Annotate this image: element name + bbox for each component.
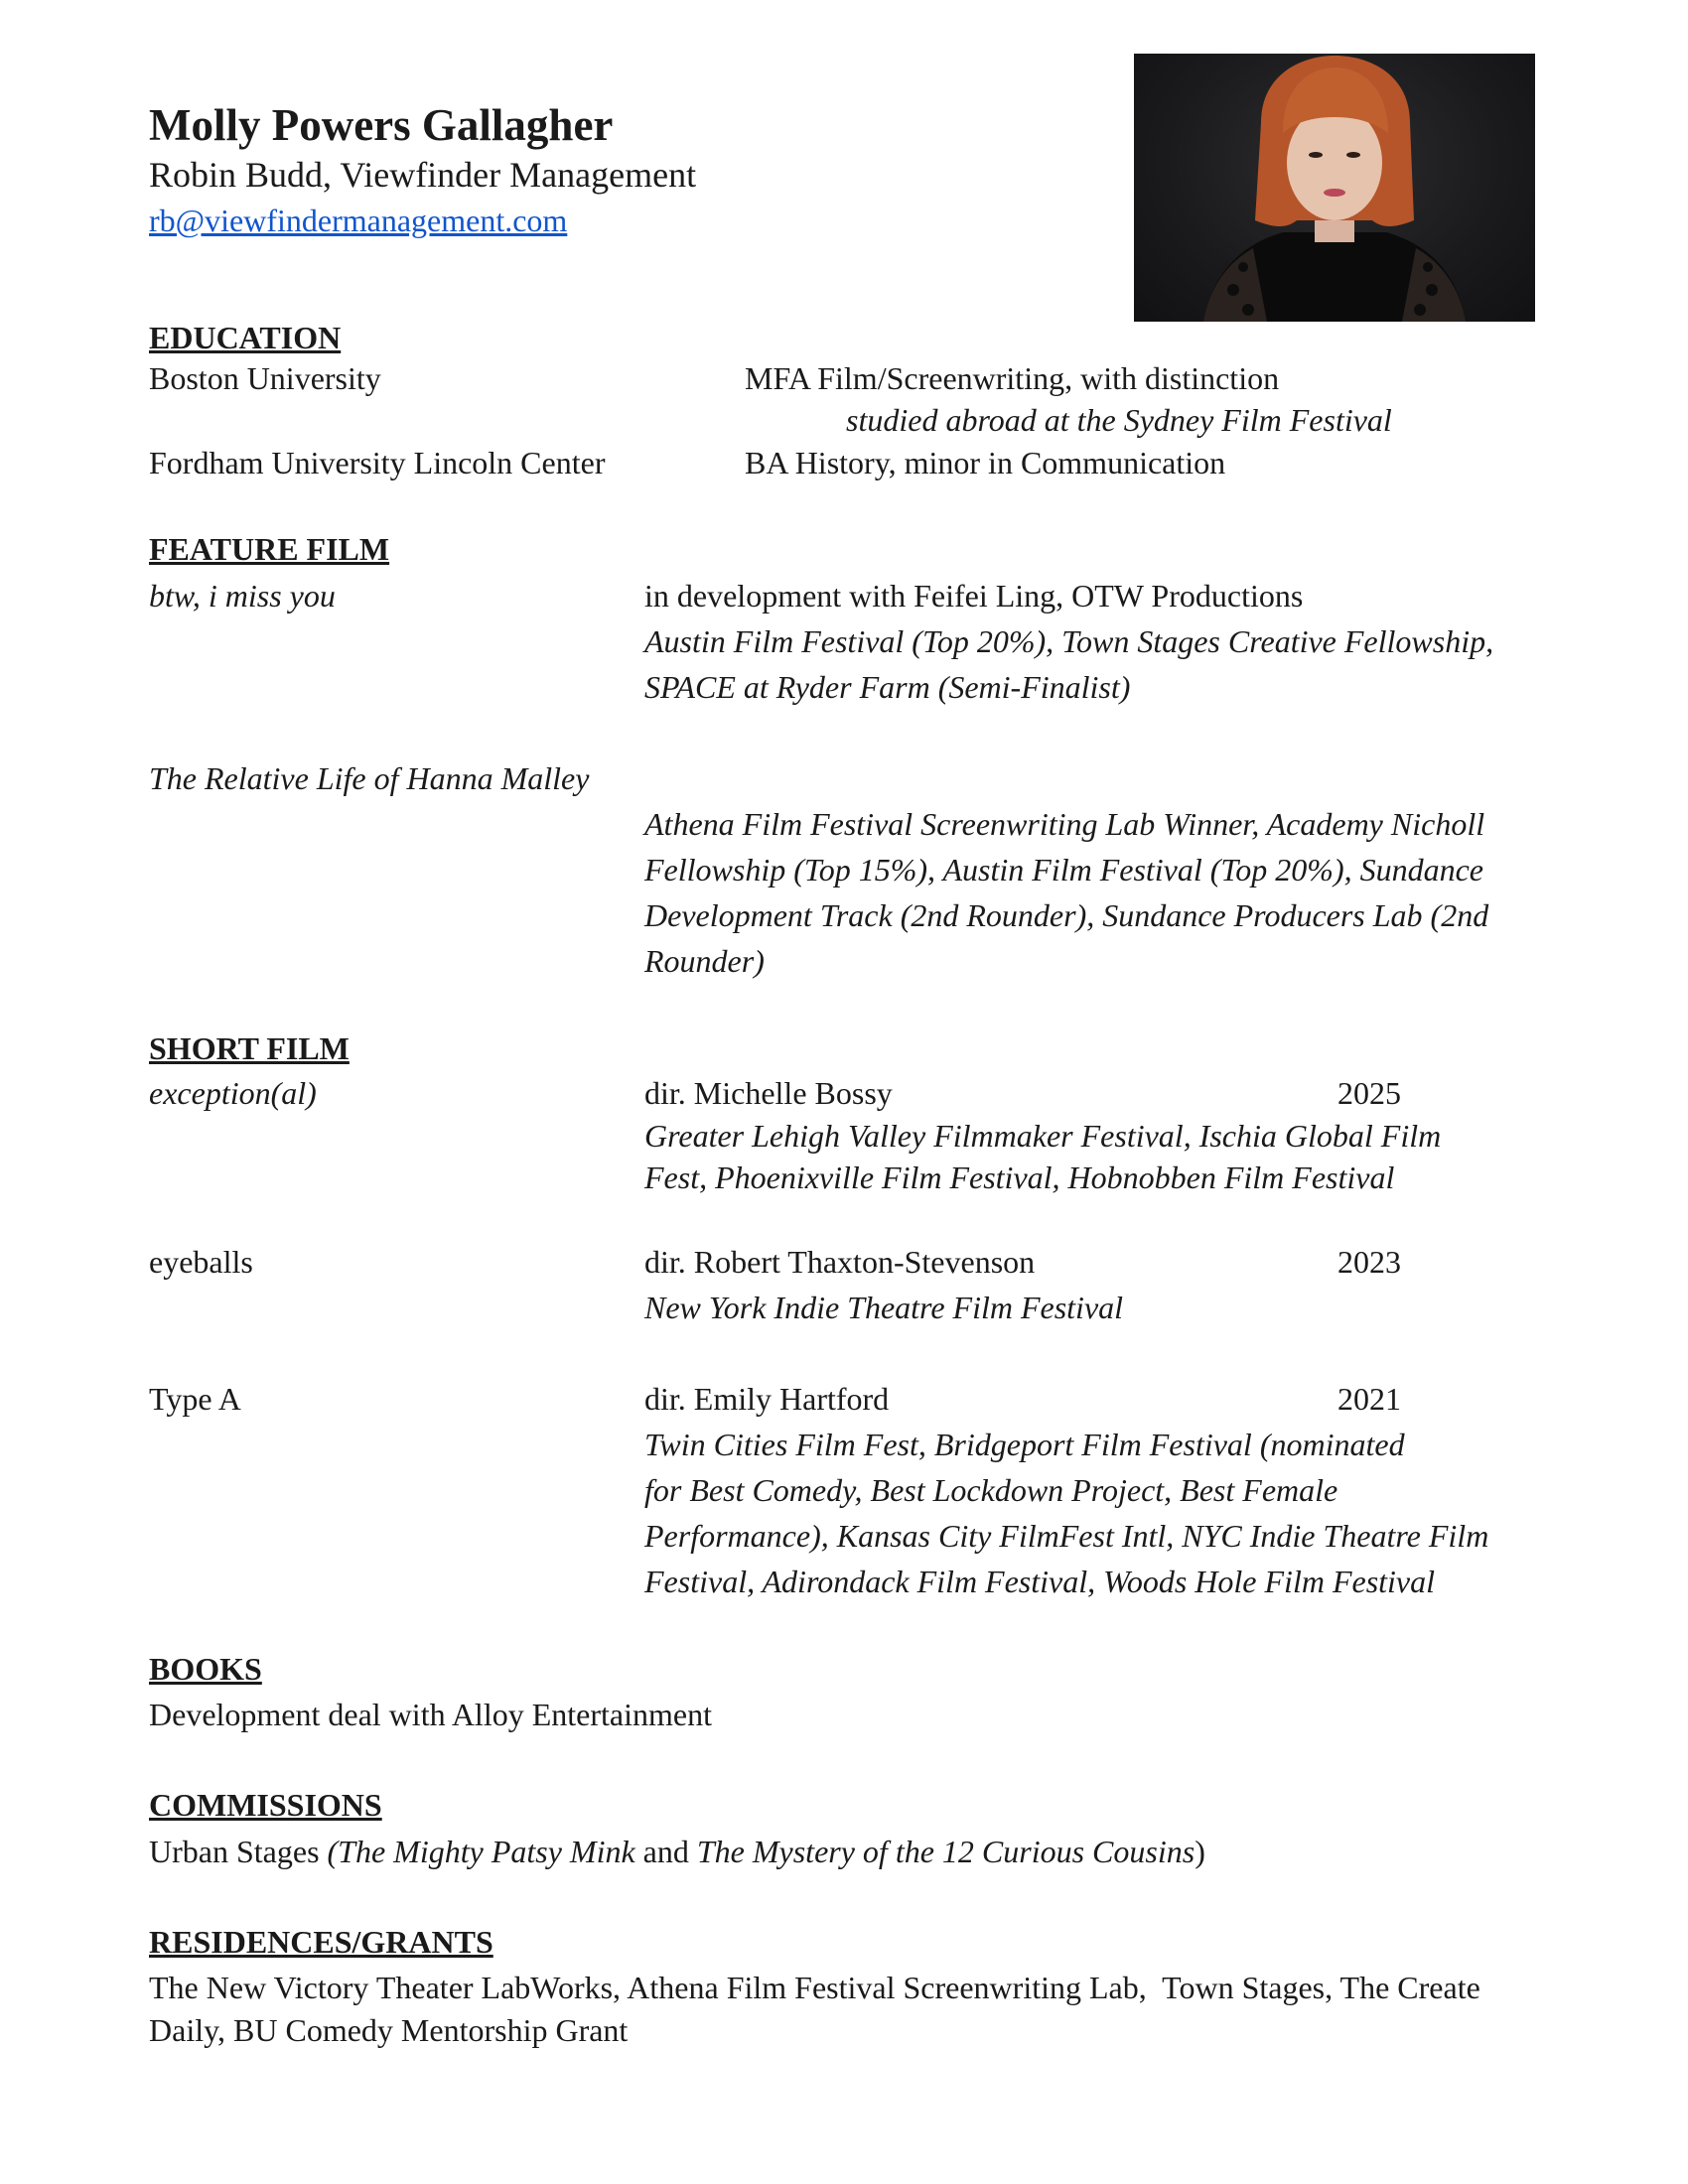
- books-text: Development deal with Alloy Entertainment: [149, 1697, 712, 1732]
- short-film-festivals-line: Festival, Adirondack Film Festival, Woods Hole Film Festival: [644, 1564, 1436, 1599]
- residences-heading: RESIDENCES/GRANTS: [149, 1924, 493, 1960]
- short-film-director: dir. Michelle Bossy: [644, 1075, 893, 1111]
- short-film-year: 2023: [1337, 1244, 1401, 1280]
- education-degree: MFA Film/Screenwriting, with distinction: [745, 360, 1280, 396]
- short-film-year: 2025: [1337, 1075, 1401, 1111]
- books-heading: BOOKS: [149, 1651, 262, 1687]
- commissions-paren-close: ): [1195, 1834, 1205, 1869]
- education-school: Fordham University Lincoln Center: [149, 445, 606, 480]
- short-film-year: 2021: [1337, 1381, 1401, 1417]
- feature-film-detail: in development with Feifei Ling, OTW Productions: [644, 578, 1304, 614]
- feature-film-title: btw, i miss you: [149, 578, 336, 614]
- feature-film-honors-line: SPACE at Ryder Farm (Semi-Finalist): [644, 669, 1131, 705]
- commissions-heading: COMMISSIONS: [149, 1787, 382, 1823]
- residences-line: Daily, BU Comedy Mentorship Grant: [149, 2012, 629, 2048]
- short-film-director: dir. Robert Thaxton-Stevenson: [644, 1244, 1036, 1280]
- short-film-festivals-line: Fest, Phoenixville Film Festival, Hobnobben Film Festival: [644, 1160, 1395, 1195]
- headshot-photo: [1134, 54, 1535, 322]
- feature-film-honors-line: Rounder): [644, 943, 765, 979]
- residences-line: The New Victory Theater LabWorks, Athena Film Festival Screenwriting Lab, Town Stages, The Create: [149, 1970, 1480, 2005]
- feature-film-honors-line: Fellowship (Top 15%), Austin Film Festival (Top 20%), Sundance: [644, 852, 1483, 887]
- commissions-text: [149, 1836, 1205, 1867]
- education-note: studied abroad at the Sydney Film Festival: [846, 402, 1392, 438]
- feature-film-title: The Relative Life of Hanna Malley: [149, 760, 590, 796]
- feature-film-heading: FEATURE FILM: [149, 531, 390, 567]
- short-film-title: eyeballs: [149, 1244, 253, 1280]
- feature-film-honors-line: Athena Film Festival Screenwriting Lab Winner, Academy Nicholl: [644, 806, 1485, 842]
- short-film-heading: SHORT FILM: [149, 1030, 350, 1066]
- short-film-festivals-line: Performance), Kansas City FilmFest Intl, NYC Indie Theatre Film: [644, 1518, 1489, 1554]
- short-film-title: Type A: [149, 1381, 241, 1417]
- resume-name: Molly Powers Gallagher: [149, 100, 614, 150]
- commissions-title: The Mystery of the 12 Curious Cousins: [696, 1834, 1196, 1869]
- short-film-director: dir. Emily Hartford: [644, 1381, 890, 1417]
- short-film-festivals-line: Twin Cities Film Fest, Bridgeport Film Festival (nominated: [644, 1427, 1405, 1462]
- short-film-festivals-line: New York Indie Theatre Film Festival: [644, 1290, 1124, 1325]
- agent-email-link[interactable]: rb@viewfindermanagement.com: [149, 203, 568, 238]
- short-film-title: exception(al): [149, 1075, 317, 1111]
- headshot-portrait-image: [1134, 54, 1535, 322]
- education-degree: BA History, minor in Communication: [745, 445, 1226, 480]
- feature-film-honors-line: Austin Film Festival (Top 20%), Town Stages Creative Fellowship,: [644, 623, 1494, 659]
- commissions-org: Urban Stages: [149, 1834, 328, 1869]
- agent-line: Robin Budd, Viewfinder Management: [149, 155, 697, 195]
- commissions-title: The Mighty Patsy Mink: [338, 1834, 635, 1869]
- commissions-paren-open: (: [327, 1834, 339, 1869]
- commissions-connector: and: [634, 1834, 697, 1869]
- feature-film-honors-line: Development Track (2nd Rounder), Sundance Producers Lab (2nd: [644, 897, 1489, 933]
- education-school: Boston University: [149, 360, 381, 396]
- short-film-festivals-line: for Best Comedy, Best Lockdown Project, Best Female: [644, 1472, 1338, 1508]
- education-heading: EDUCATION: [149, 320, 342, 355]
- short-film-festivals-line: Greater Lehigh Valley Filmmaker Festival, Ischia Global Film: [644, 1118, 1442, 1154]
